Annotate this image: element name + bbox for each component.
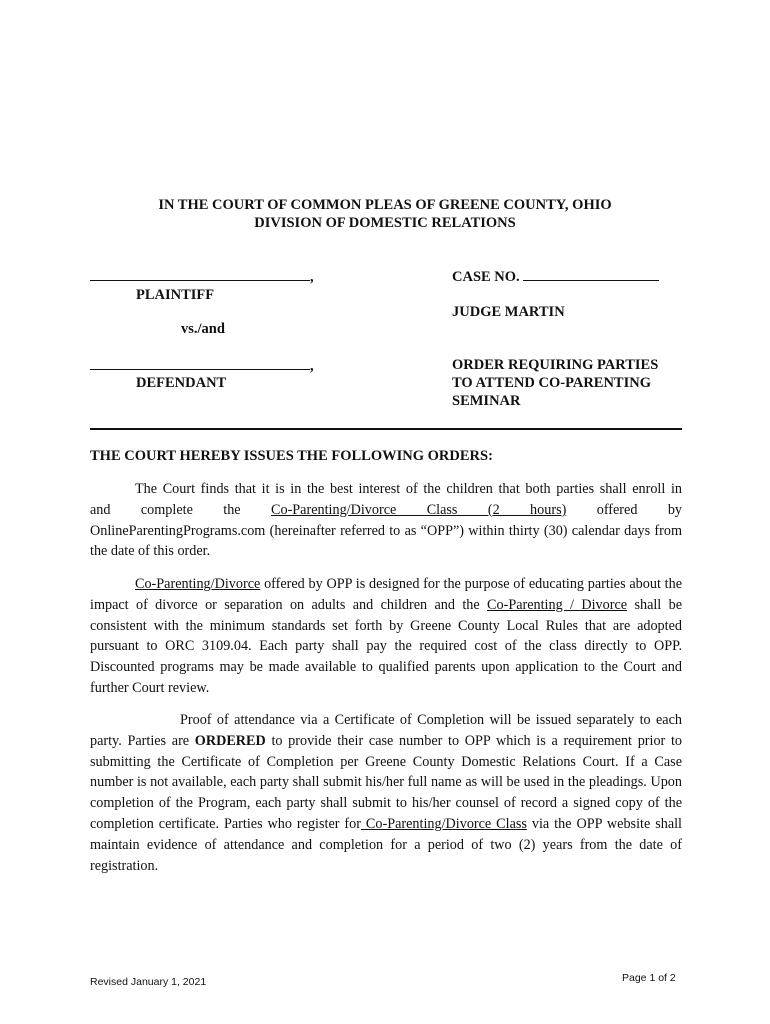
plaintiff-label: PLAINTIFF	[136, 287, 215, 303]
defendant-blank	[90, 357, 310, 370]
horizontal-rule	[90, 428, 682, 430]
ordered-emphasis: ORDERED	[194, 732, 266, 749]
case-number-blank	[523, 268, 659, 281]
order-title-line3: SEMINAR	[452, 393, 521, 409]
versus-label: vs./and	[181, 321, 225, 337]
paragraph-2: Co-Parenting/Divorce offered by OPP is designed for the purpose of educating parties about the impact of divorce or separation on adults and children and the Co-Parenting / Divorce shall be consistent with the minimum standards set forth by Greene County Local Rules that are adopted pursuant to ORC 3109.04. Each party shall pay the required cost of the class directly to OPP. Discounted programs may be made available to qualified parents upon application to the Court and further Court review.	[90, 576, 683, 696]
plaintiff-line: ,	[90, 268, 314, 286]
paragraph-1-line1: The Court finds that it is in the best interest of the children that both parties shall enroll in	[135, 481, 682, 497]
co-parenting-link-2: Co-Parenting / Divorce	[487, 596, 628, 613]
court-division: DIVISION OF DOMESTIC RELATIONS	[254, 215, 516, 231]
co-parenting-class-link: Co-Parenting/Divorce Class (2 hours)	[271, 501, 567, 518]
defendant-line: ,	[90, 357, 314, 375]
case-number-line: CASE NO.	[452, 268, 659, 286]
order-title-line2: TO ATTEND CO-PARENTING	[452, 375, 651, 391]
orders-heading: THE COURT HEREBY ISSUES THE FOLLOWING ORDERS:	[90, 448, 493, 464]
paragraph-3: Proof of attendance via a Certificate of Completion will be issued separately to each party. Parties are ORDERED to provide their case number to OPP which is a requirement prior to submitting the Certificate of Completion per Greene County Domestic Relations Court. If a Case number is not available, each party shall submit his/her full name as will be used in the pleadings. Upon completion of the Program, each party shall submit to his/her counsel of record a signed copy of the completion certificate. Parties who register for Co-Parenting/Divorce Class via the OPP website shall maintain evidence of attendance and completion for a period of two (2) years from the date of registration.	[90, 712, 682, 874]
paragraph-1-rest: OnlineParentingPrograms.com (hereinafter referred to as “OPP”) within thirty (30) calendar days from the date of this order.	[90, 522, 682, 560]
order-title-line1: ORDER REQUIRING PARTIES	[452, 357, 659, 373]
paragraph-1-line2: and complete the Co-Parenting/Divorce Class (2 hours) offered by	[90, 501, 683, 518]
co-parenting-link-3: Co-Parenting/Divorce Class	[360, 815, 527, 832]
court-title: IN THE COURT OF COMMON PLEAS OF GREENE COUNTY, OHIO	[158, 197, 612, 213]
revision-date: Revised January 1, 2021	[90, 976, 207, 988]
defendant-label: DEFENDANT	[136, 375, 227, 391]
co-parenting-link-1: Co-Parenting/Divorce	[135, 576, 261, 592]
judge-name: JUDGE MARTIN	[452, 304, 565, 320]
plaintiff-blank	[90, 268, 310, 281]
paragraph-1	[90, 479, 682, 562]
page-number: Page 1 of 2	[622, 972, 676, 984]
